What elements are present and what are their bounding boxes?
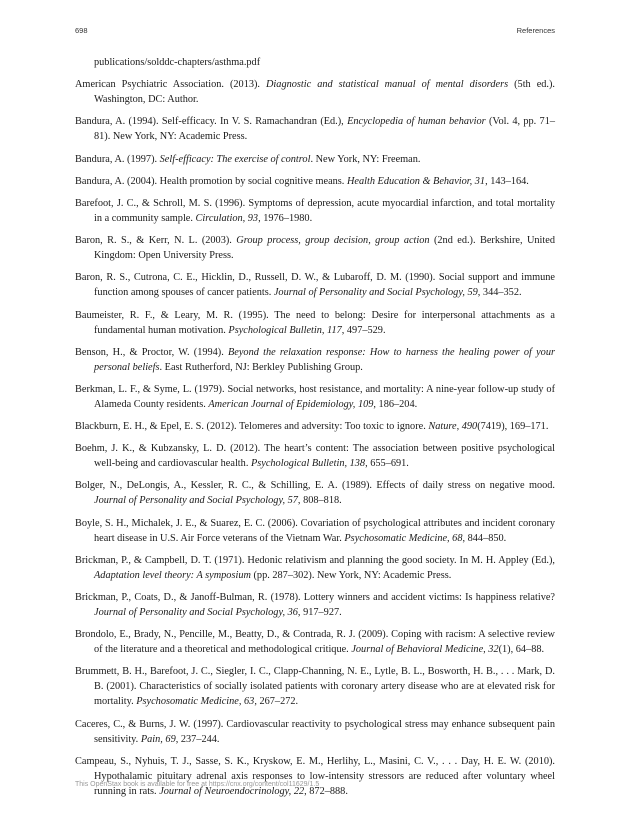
reference-title: Journal of Behavioral Medicine, 32 — [351, 644, 499, 656]
reference-details: (1), 64–88. — [498, 644, 545, 656]
reference-details: . East Rutherford, NJ: Berkley Publishing Group. — [159, 361, 363, 373]
reference-entry — [75, 478, 555, 508]
reference-title: Circulation, 93 — [195, 212, 259, 224]
reference-text: Baron, R. S., & Kerr, N. L. (2003). — [75, 235, 237, 247]
reference-text: Bandura, A. (2004). Health promotion by social cognitive means. — [75, 175, 347, 187]
reference-details: , 844–850. — [462, 532, 507, 544]
reference-entry — [75, 382, 555, 412]
reference-title: Journal of Personality and Social Psychology, 57 — [94, 495, 298, 507]
reference-title: Self-efficacy: The exercise of control — [159, 153, 311, 165]
reference-details: , 655–691. — [365, 458, 409, 470]
reference-title: Journal of Personality and Social Psychology, 59 — [273, 287, 478, 299]
reference-title: Beyond the relaxation response: How to harness the healing power of your personal beliefs — [94, 346, 555, 373]
reference-title: Health Education & Behavior, 31 — [346, 175, 486, 187]
reference-title: Encyclopedia of human behavior — [347, 116, 486, 128]
reference-entry — [75, 77, 555, 107]
reference-text: Brickman, P., & Campbell, D. T. (1971). Hedonic relativism and planning the good society. In M. H. Appley (Ed.), — [75, 554, 555, 566]
reference-text: Bolger, N., DeLongis, A., Kessler, R. C., & Schilling, E. A. (1989). Effects of daily stress on negative mood. — [75, 480, 555, 492]
reference-entry — [75, 590, 555, 620]
reference-entry — [75, 152, 555, 167]
reference-text: Barefoot, J. C., & Schroll, M. S. (1996). Symptoms of depression, acute myocardial infarction, and total mortality in a community sample. — [75, 197, 555, 224]
reference-list — [75, 55, 555, 806]
reference-details: , 237–244. — [175, 733, 220, 745]
reference-title: American Journal of Epidemiology, 109 — [208, 398, 374, 410]
reference-entry — [75, 516, 555, 546]
reference-text: Caceres, C., & Burns, J. W. (1997). Cardiovascular reactivity to psychological stress may enhance subsequent pain sensitivity. — [75, 718, 555, 745]
reference-details: , 267–272. — [254, 696, 299, 708]
reference-text: Brondolo, E., Brady, N., Pencille, M., Beatty, D., & Contrada, R. J. (2009). Coping with racism: A selective review of the literature and a theoretical and methodological critique. — [75, 629, 555, 656]
reference-entry — [75, 233, 555, 263]
reference-entry — [75, 345, 555, 375]
reference-title: Journal of Personality and Social Psychology, 36 — [94, 607, 298, 618]
reference-continuation: publications/solddc-chapters/asthma.pdf — [94, 57, 261, 68]
reference-entry — [75, 553, 555, 583]
reference-text: Bandura, A. (1997). — [75, 153, 160, 165]
reference-text: Campeau, S., Nyhuis, T. J., Sasse, S. K., Kryskow, E. M., Herlihy, L., Masini, C. V., . . . Day, H. E. W. (2010). Hypothalamic pituitary adrenal axis responses to low-intensity stressors are reduced after voluntary wheel running in rats. — [75, 755, 555, 797]
reference-title: Nature, 490 — [428, 421, 478, 433]
reference-text: Brummett, B. H., Barefoot, J. C., Siegler, I. C., Clapp-Channing, N. E., Lytle, B. L., Bosworth, H. B., . . . Mark, D. B. (2001). Characteristics of socially isolated patients with coronary artery disease who are at elevated risk for mortality. — [75, 666, 555, 708]
reference-text: Bandura, A. (1994). Self-efficacy. In V. S. Ramachandran (Ed.), — [75, 116, 348, 128]
reference-text: Berkman, L. F., & Syme, L. (1979). Social networks, host resistance, and mortality: A nine-year follow-up study of Alameda County residents. — [75, 383, 555, 410]
reference-entry — [75, 419, 555, 434]
reference-text: Benson, H., & Proctor, W. (1994). — [75, 346, 228, 358]
reference-text: Baron, R. S., Cutrona, C. E., Hicklin, D., Russell, D. W., & Lubaroff, D. M. (1990). Social support and immune function among spouses of cancer patients. — [75, 272, 555, 299]
reference-entry — [75, 308, 555, 338]
reference-title: Journal of Neuroendocrinology, 22 — [159, 785, 305, 797]
reference-title: Psychological Bulletin, 117 — [228, 324, 342, 336]
reference-entry — [75, 441, 555, 471]
reference-entry — [75, 174, 555, 189]
reference-entry — [75, 114, 555, 144]
reference-details: (2nd ed.). Berkshire, United Kingdom: Open University Press. — [94, 235, 556, 262]
page-footer: This OpenStax book is available for free at https://cnx.org/content/col11629/1.5 — [75, 781, 320, 788]
reference-details: (Vol. 4, pp. 71–81). New York, NY: Academic Press. — [94, 116, 555, 143]
reference-entry — [75, 754, 555, 799]
reference-text: Boyle, S. H., Michalek, J. E., & Suarez, E. C. (2006). Covariation of psychological attributes and incident coronary heart disease in U.S. Air Force veterans of the Vietnam War. — [75, 517, 555, 544]
reference-details: (pp. 287–302). New York, NY: Academic Press. — [250, 569, 452, 581]
reference-details: (7419), 169–171. — [477, 421, 549, 433]
reference-text: Boehm, J. K., & Kubzansky, L. D. (2012). The heart’s content: The association between positive psychological well-being and cardiovascular health. — [75, 443, 555, 470]
reference-text: Brickman, P., Coats, D., & Janoff-Bulman, R. (1978). Lottery winners and accident victims: Is happiness relative? — [75, 592, 555, 603]
reference-details: , 143–164. — [485, 175, 529, 187]
reference-details: , 344–352. — [477, 287, 522, 299]
reference-title: Pain, 69 — [140, 733, 176, 745]
reference-details: , 872–888. — [304, 785, 348, 797]
reference-details: , 497–529. — [341, 324, 386, 336]
page-header — [75, 26, 555, 38]
reference-title: Psychological Bulletin, 138 — [250, 458, 366, 470]
reference-details: (5th ed.). Washington, DC: Author. — [94, 79, 556, 106]
reference-entry — [75, 717, 555, 747]
reference-entry — [75, 627, 555, 657]
reference-text: Baumeister, R. F., & Leary, M. R. (1995). The need to belong: Desire for interpersonal attachments as a fundamental human motivation. — [75, 309, 555, 336]
reference-details: , 186–204. — [373, 398, 418, 410]
reference-details: , 1976–1980. — [258, 212, 313, 224]
reference-text: American Psychiatric Association. (2013). — [75, 79, 266, 91]
reference-details: , 917–927. — [297, 607, 342, 618]
reference-text: Blackburn, E. H., & Epel, E. S. (2012). Telomeres and adversity: Too toxic to ignore. — [75, 421, 429, 433]
section-title: References — [516, 26, 555, 35]
reference-entry — [75, 270, 555, 300]
reference-title: Psychosomatic Medicine, 63 — [136, 696, 255, 708]
reference-entry — [75, 664, 555, 709]
reference-details: , 808–818. — [297, 495, 342, 507]
reference-title: Diagnostic and statistical manual of mental disorders — [266, 79, 509, 91]
reference-entry — [75, 196, 555, 226]
reference-details: . New York, NY: Freeman. — [310, 153, 421, 165]
reference-title: Group process, group decision, group action — [236, 235, 430, 247]
page-number: 698 — [75, 26, 88, 35]
reference-title: Psychosomatic Medicine, 68 — [344, 532, 463, 544]
reference-title: Adaptation level theory: A symposium — [94, 569, 251, 581]
